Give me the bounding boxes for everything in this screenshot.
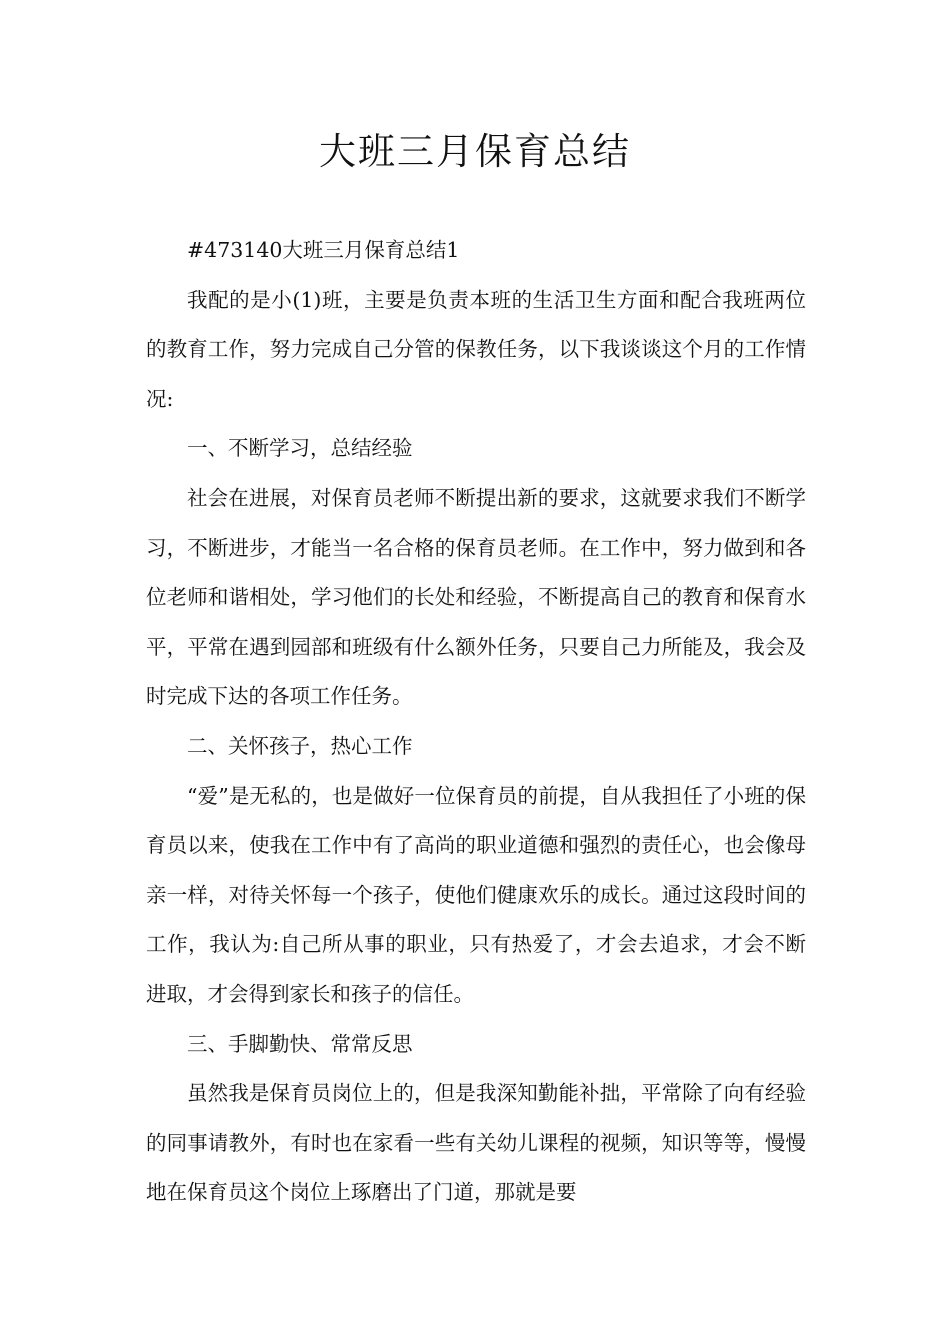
section-heading-3: 三、手脚勤快、常常反思	[187, 1031, 413, 1056]
doc-reference-line: #473140大班三月保育总结1	[187, 238, 460, 262]
section-1-paragraph: 社会在进展，对保育员老师不断提出新的要求，这就要求我们不断学习，不断进步，才能当一名合格的保育员老师。在工作中，努力做到和各位老师和谐相处，学习他们的长处和经验，不断提高自己的教育和保育水平，平常在遇到园部和班级有什么额外任务，只要自己力所能及，我会及时完成下达的各项工作任务。	[146, 485, 806, 709]
intro-paragraph: 我配的是小(1)班，主要是负责本班的生活卫生方面和配合我班两位的教育工作，努力完成自己分管的保教任务，以下我谈谈这个月的工作情况:	[146, 287, 806, 411]
document-body	[146, 226, 806, 1218]
section-heading-2: 二、关怀孩子，热心工作	[187, 733, 413, 758]
section-heading-1: 一、不断学习，总结经验	[187, 436, 413, 461]
document-title: 大班三月保育总结	[319, 130, 631, 173]
section-3-paragraph: 虽然我是保育员岗位上的，但是我深知勤能补拙，平常除了向有经验的同事请教外，有时也在家看一些有关幼儿课程的视频，知识等等，慢慢地在保育员这个岗位上琢磨出了门道，那就是要	[146, 1081, 806, 1205]
section-2-paragraph: “爱”是无私的，也是做好一位保育员的前提，自从我担任了小班的保育员以来，使我在工作中有了高尚的职业道德和强烈的责任心，也会像母亲一样，对待关怀每一个孩子，使他们健康欢乐的成长。通过这段时间的工作，我认为:自己所从事的职业，只有热爱了，才会去追求，才会不断进取，才会得到家长和孩子的信任。	[146, 783, 806, 1006]
